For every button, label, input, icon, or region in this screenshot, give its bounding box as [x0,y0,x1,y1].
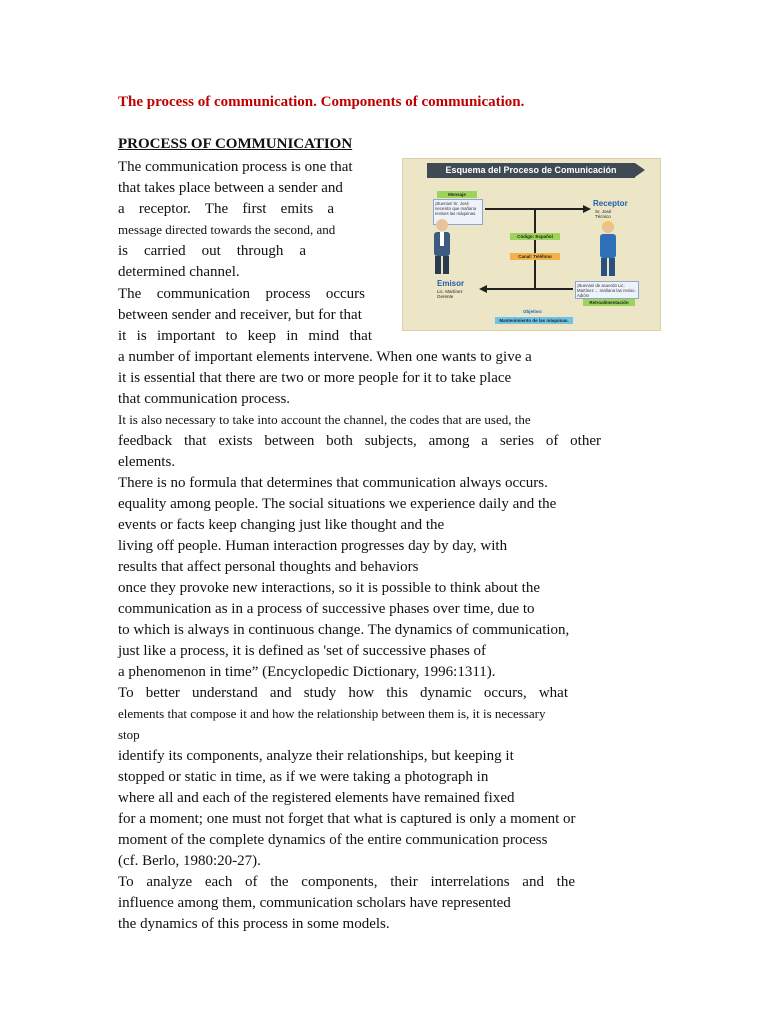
paragraph-line: living off people. Human interaction progresses day by day, with [118,538,508,554]
paragraph-line: to which is always in continuous change. The dynamics of communication, [118,622,570,638]
paragraph-line: is carried out through a [118,243,306,259]
emisor-label: Emisor [437,279,465,288]
receptor-label: Receptor [593,199,628,208]
codigo-tag: Código: Español [510,233,560,240]
paragraph-line: feedback that exists between both subjects, among a series of other [118,433,601,449]
paragraph-line: a number of important elements intervene. When one wants to give a [118,349,532,365]
paragraph-line: the dynamics of this process in some models. [118,916,390,932]
paragraph-line: results that affect personal thoughts and behaviors [118,559,419,575]
paragraph-line: communication as in a process of successive phases over time, due to [118,601,535,617]
section-heading: PROCESS OF COMMUNICATION [118,136,353,152]
paragraph-line: moment of the complete dynamics of the entire communication process [118,832,548,848]
retro-tag: Retroalimentación [583,299,635,306]
paragraph-line: that takes place between a sender and [118,180,343,196]
paragraph-line: To analyze each of the components, their interrelations and the [118,874,575,890]
paragraph-line: just like a process, it is defined as 'set of successive phases of [118,643,487,659]
paragraph-line: stop [118,727,140,742]
paragraph-line: between sender and receiver, but for that [118,307,362,323]
paragraph-line: where all and each of the registered elements have remained fixed [118,790,515,806]
paragraph-line: equality among people. The social situations we experience daily and the [118,496,557,512]
reply-box: ¡Buenas! de acuerdo Lic. Martínez ... mañana las reviso. Adiós! [575,281,639,299]
paragraph-line: influence among them, communication scholars have represented [118,895,511,911]
paragraph-line: stopped or static in time, as if we were taking a photograph in [118,769,489,785]
paragraph-line: The communication process occurs [118,286,365,302]
paragraph-line: To better understand and study how this dynamic occurs, what [118,685,568,701]
paragraph-line: once they provoke new interactions, so it is possible to think about the [118,580,541,596]
paragraph-line: message directed towards the second, and [118,222,336,237]
paragraph-line: it is important to keep in mind that [118,328,372,344]
paragraph-line: a receptor. The first emits a [118,201,334,217]
canal-tag: Canal: Teléfono [510,253,560,260]
mensaje-box: ¡Buenas! Sr. José necesito que mañana revises las máquinas. [433,199,483,225]
paragraph-line: There is no formula that determines that communication always occurs. [118,475,548,491]
receptor-person-icon [593,219,623,279]
emisor-person-icon [427,217,457,277]
receptor-sub: Sr. José Técnico [595,209,612,219]
paragraph-line: for a moment; one must not forget that what is captured is only a moment or [118,811,576,827]
figure-title-text: Esquema del Proceso de Comunicación [445,165,617,175]
document-title: The process of communication. Components of communication. [118,94,525,110]
emisor-sub: Lic. Martínez Gerente [437,289,463,299]
paragraph-line: it is essential that there are two or more people for it to take place [118,370,512,386]
paragraph-line: determined channel. [118,264,240,280]
objetivo-tag: Mantenimiento de las máquinas. [495,317,573,324]
communication-process-figure [402,158,661,331]
paragraph-line: a phenomenon in time” (Encyclopedic Dictionary, 1996:1311). [118,664,496,680]
paragraph-line: (cf. Berlo, 1980:20-27). [118,853,261,869]
paragraph-line: elements that compose it and how the relationship between them is, it is necessary [118,706,546,721]
objetivo-label: Objetivo: [523,309,543,314]
paragraph-line: identify its components, analyze their relationships, but keeping it [118,748,514,764]
paragraph-line: The communication process is one that [118,159,353,175]
paragraph-line: that communication process. [118,391,291,407]
paragraph-line: events or facts keep changing just like thought and the [118,517,445,533]
paragraph-line: elements. [118,454,176,470]
mensaje-tag: Mensaje [437,191,477,198]
paragraph-line: It is also necessary to take into account the channel, the codes that are used, the [118,412,531,427]
